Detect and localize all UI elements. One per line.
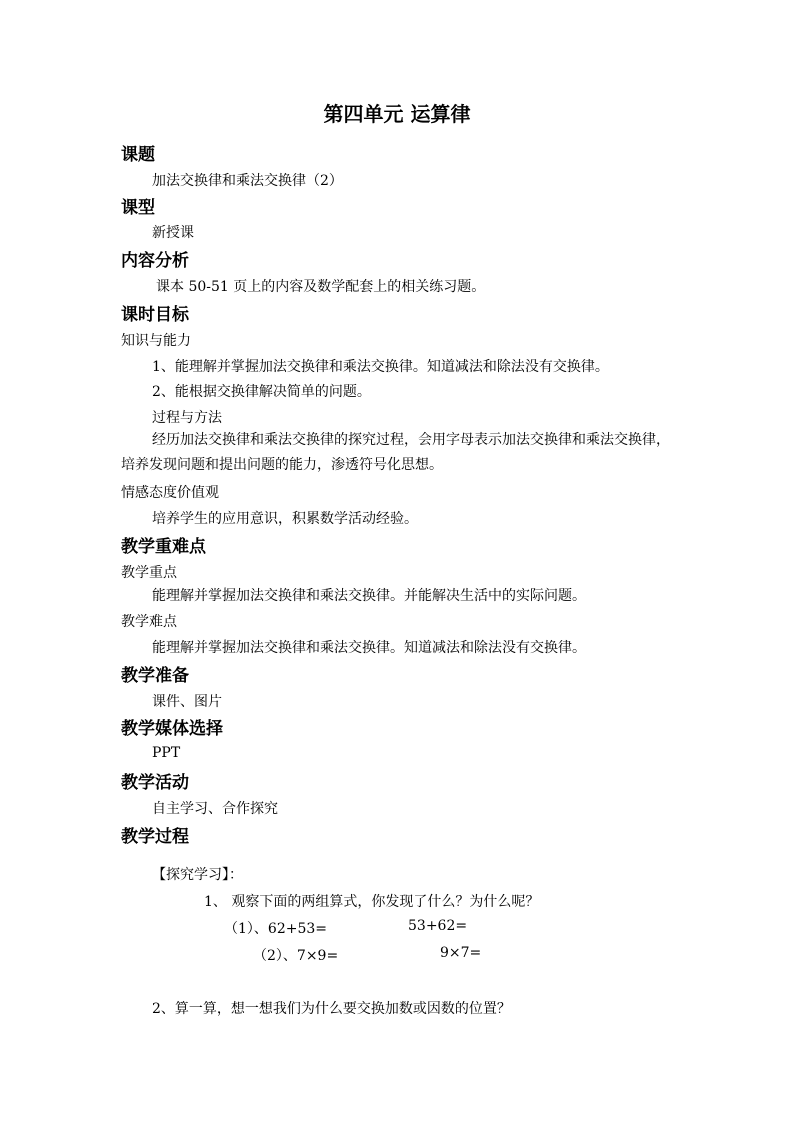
equation-1b: 53+62= xyxy=(408,918,468,934)
equation-1a: （1）、62+53= xyxy=(224,921,327,937)
text-zhishi-2: 2、能根据交换律解决简单的问题。 xyxy=(152,384,371,400)
heading-zhunbei: 教学准备 xyxy=(121,666,189,686)
label-zhongdian: 教学重点 xyxy=(121,565,177,581)
label-zhishi: 知识与能力 xyxy=(121,333,191,349)
question-1: 1、 观察下面的两组算式，你发现了什么？为什么呢？ xyxy=(204,894,540,910)
heading-keti: 课题 xyxy=(121,145,155,165)
text-qinggan: 培养学生的应用意识，积累数学活动经验。 xyxy=(152,511,418,527)
text-zhongdian: 能理解并掌握加法交换律和乘法交换律。并能解决生活中的实际问题。 xyxy=(152,588,586,604)
heading-zhongnan: 教学重难点 xyxy=(121,537,206,557)
label-nandian: 教学难点 xyxy=(121,614,177,630)
page-title: 第四单元 运算律 xyxy=(323,102,471,126)
text-guocheng: 经历加法交换律和乘法交换律的探究过程，会用字母表示加法交换律和乘法交换律，培养发现问题和提出问题的能力，渗透符号化思想。 xyxy=(121,432,670,473)
question-2: 2、算一算，想一想我们为什么要交换加数或因数的位置？ xyxy=(152,1001,511,1017)
text-kexing: 新授课 xyxy=(152,225,194,241)
label-guocheng: 过程与方法 xyxy=(152,410,222,426)
text-huodong: 自主学习、合作探究 xyxy=(152,801,278,817)
equation-2b: 9×7= xyxy=(440,945,482,961)
label-tanjiu: 【探究学习】： xyxy=(152,867,243,883)
heading-mubiao: 课时目标 xyxy=(121,305,189,325)
text-zhishi-1: 1、能理解并掌握加法交换律和乘法交换律。知道减法和除法没有交换律。 xyxy=(152,359,609,375)
text-meiti: PPT xyxy=(152,745,181,761)
heading-neirong: 内容分析 xyxy=(121,251,189,271)
text-zhunbei: 课件、图片 xyxy=(152,694,222,710)
label-qinggan: 情感态度价值观 xyxy=(121,485,219,501)
text-keti: 加法交换律和乘法交换律（2） xyxy=(152,173,343,189)
heading-meiti: 教学媒体选择 xyxy=(121,719,223,739)
text-neirong: 课本 50-51 页上的内容及数学配套上的相关练习题。 xyxy=(156,279,486,295)
heading-guocheng: 教学过程 xyxy=(121,827,189,847)
heading-kexing: 课型 xyxy=(121,198,155,218)
equation-2a: （2）、7×9= xyxy=(253,948,339,964)
text-nandian: 能理解并掌握加法交换律和乘法交换律。知道减法和除法没有交换律。 xyxy=(152,640,586,656)
heading-huodong: 教学活动 xyxy=(121,773,189,793)
